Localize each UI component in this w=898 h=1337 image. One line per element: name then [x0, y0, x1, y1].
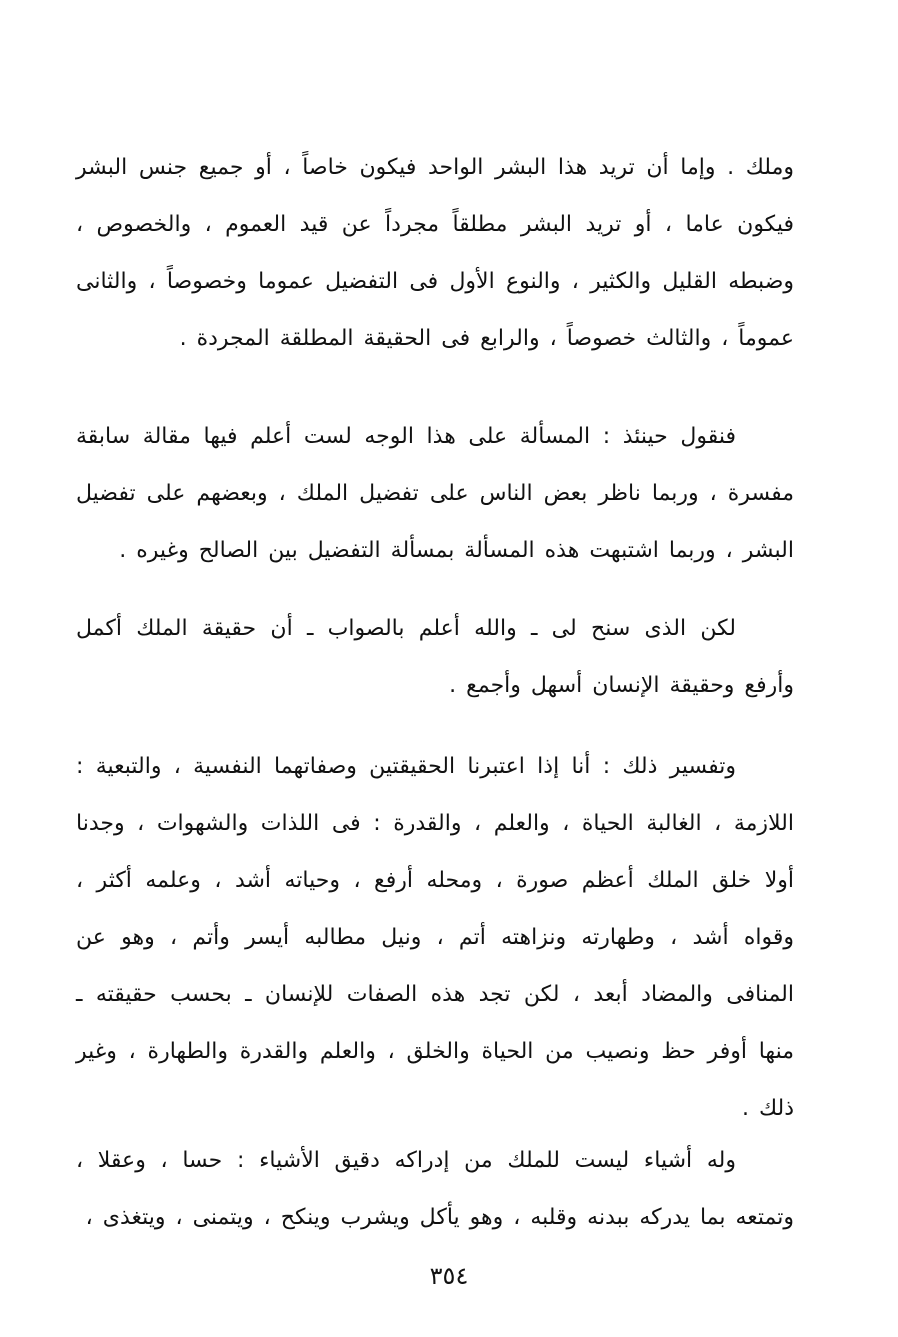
paragraph-5: وله أشياء ليست للملك من إدراكه دقيق الأشياء : حسا ، وعقلا ، وتمتعه بما يدركه ببدنه وقلبه ، وهو يأكل ويشرب وينكح ، ويتمنى ، ويتغذى ، [76, 1148, 794, 1230]
paragraph-1: وملك . وإما أن تريد هذا البشر الواحد فيكون خاصاً ، أو جميع جنس البشر فيكون عاما ، أو تريد البشر مطلقاً مجرداً عن قيد العموم ، والخصوص ، وضبطه القليل والكثير ، والنوع الأول فى التفضيل عموما وخصوصاً ، والثانى عموماً ، والثالث خصوصاً ، والرابع فى الحقيقة المطلقة المجردة . [76, 155, 794, 351]
page-number: ٣٥٤ [429, 1262, 469, 1290]
paragraph-4: وتفسير ذلك : أنا إذا اعتبرنا الحقيقتين وصفاتهما النفسية ، والتبعية : اللازمة ، الغالبة الحياة ، والعلم ، والقدرة : فى اللذات والشهوات ، وجدنا أولا خلق الملك أعظم صورة ، ومحله أرفع ، وحياته أشد ، وعلمه أكثر ، وقواه أشد ، وطهارته ونزاهته أتم ، ونيل مطالبه أيسر وأتم ، وهو عن المنافى والمضاد أبعد ، لكن تجد هذه الصفات للإنسان ـ بحسب حقيقته ـ منها أوفر حظ ونصيب من الحياة والخلق ، والعلم والقدرة والطهارة ، وغير ذلك . [76, 754, 794, 1121]
paragraph-3: لكن الذى سنح لى ـ والله أعلم بالصواب ـ أن حقيقة الملك أكمل وأرفع وحقيقة الإنسان أسهل وأجمع . [76, 616, 794, 698]
paragraph-2: فنقول حينئذ : المسألة على هذا الوجه لست أعلم فيها مقالة سابقة مفسرة ، وربما ناظر بعض الناس على تفضيل الملك ، وبعضهم على تفضيل البشر ، وربما اشتبهت هذه المسألة بمسألة التفضيل بين الصالح وغيره . [76, 424, 794, 563]
